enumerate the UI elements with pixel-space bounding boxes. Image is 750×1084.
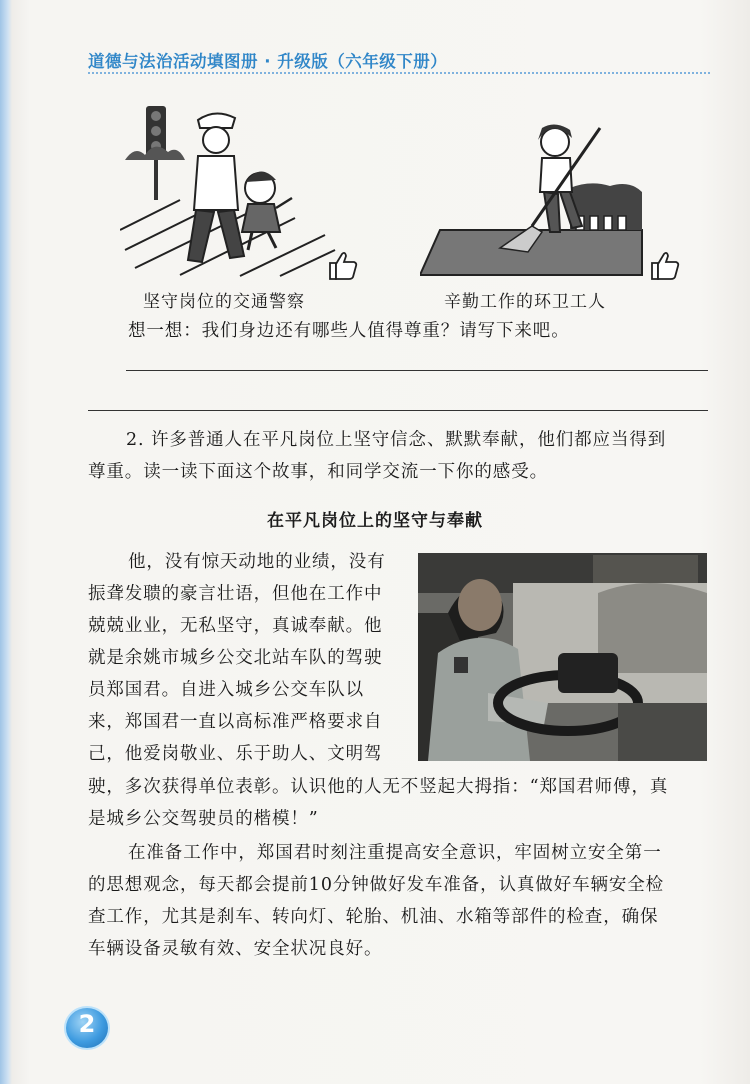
thumbs-up-icon <box>648 248 682 282</box>
thumbs-up-icon <box>326 248 360 282</box>
answer-line <box>88 410 708 411</box>
section2-line: 尊重。读一读下面这个故事，和同学交流一下你的感受。 <box>88 462 548 482</box>
story-line: 来，郑国君一直以高标准严格要求自 <box>88 712 383 732</box>
page-header-title: 道德与法治活动填图册 · 升级版（六年级下册） <box>88 52 448 71</box>
bus-driver-photo <box>418 553 707 761</box>
traffic-police-illustration <box>120 100 350 280</box>
story-line: 就是余姚市城乡公交北站车队的驾驶 <box>88 648 383 668</box>
page-number: 2 <box>78 1010 96 1038</box>
story-title: 在平凡岗位上的坚守与奉献 <box>267 511 483 531</box>
header-divider <box>88 72 710 74</box>
story-line: 的思想观念，每天都会提前10分钟做好发车准备，认真做好车辆安全检 <box>88 875 665 895</box>
book-spine-edge <box>0 0 12 1084</box>
illustration-caption-sanitation: 辛勤工作的环卫工人 <box>444 292 606 312</box>
story-line: 是城乡公交驾驶员的楷模！” <box>88 809 319 829</box>
story-line: 员郑国君。自进入城乡公交车队以 <box>88 680 364 700</box>
sanitation-worker-illustration <box>420 120 645 280</box>
story-line: 驶，多次获得单位表彰。认识他的人无不竖起大拇指：“郑国君师傅，真 <box>88 777 669 797</box>
story-line: 车辆设备灵敏有效、安全状况良好。 <box>88 939 383 959</box>
illustration-caption-police: 坚守岗位的交通警察 <box>143 292 305 312</box>
story-line: 己，他爱岗敬业、乐于助人、文明驾 <box>88 744 383 764</box>
story-line: 在准备工作中，郑国君时刻注重提高安全意识，牢固树立安全第一 <box>128 843 662 863</box>
story-line: 兢兢业业，无私坚守，真诚奉献。他 <box>88 616 383 636</box>
story-line: 查工作，尤其是刹车、转向灯、轮胎、机油、水箱等部件的检查，确保 <box>88 907 659 927</box>
section2-line: 2. 许多普通人在平凡岗位上坚守信念、默默奉献，他们都应当得到 <box>126 430 667 450</box>
story-line: 他，没有惊天动地的业绩，没有 <box>128 552 386 572</box>
answer-line <box>126 370 708 371</box>
story-line: 振聋发聩的豪言壮语，但他在工作中 <box>88 584 383 604</box>
think-prompt: 想一想：我们身边还有哪些人值得尊重？请写下来吧。 <box>128 321 570 341</box>
